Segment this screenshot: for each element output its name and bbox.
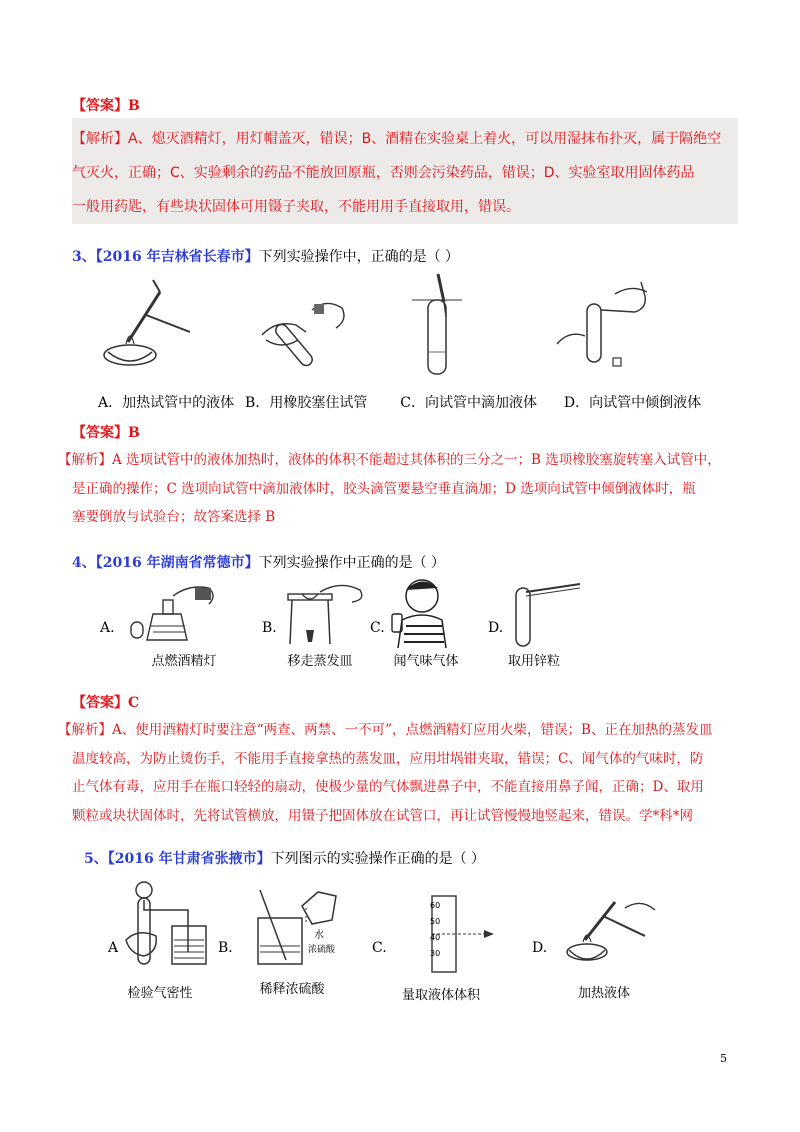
q4-analysis-line-4: 颗粒或块状固体时，先将试管横放，用镊子把固体放在试管口，再让试管慢慢地竖起来，错误。学*科*网 bbox=[72, 807, 693, 824]
q5-caption-c: 量取液体体积 bbox=[401, 988, 480, 1003]
q4-answer: 【答案】C bbox=[72, 695, 140, 711]
q5-caption-d: 加热液体 bbox=[577, 986, 630, 1001]
q5-tick-60: 60 bbox=[430, 901, 441, 910]
q3-options bbox=[98, 392, 701, 412]
q4-analysis-line-3: 止气体有毒，应用手在瓶口轻轻的扇动，使极少量的气体飘进鼻子中，不能直接用鼻子闻，正确；D、取用 bbox=[72, 779, 704, 795]
q3-number: 3、 bbox=[72, 249, 96, 265]
q4-analysis bbox=[58, 716, 712, 830]
q2-analysis-block bbox=[72, 118, 738, 224]
q3-analysis-line-3: 塞要倒放与试验台；故答案选择 B bbox=[72, 509, 276, 525]
q4-caption-a: 点燃酒精灯 bbox=[151, 654, 217, 669]
q4-analysis-line-2: 温度较高，为防止烫伤手，不能用手直接拿热的蒸发皿，应用坩埚钳夹取，错误；C、闻气体的气味时，防 bbox=[72, 750, 704, 767]
q5-letter-d: D. bbox=[532, 940, 548, 956]
q3-analysis bbox=[58, 446, 721, 532]
q5-caption-b: 稀释浓硫酸 bbox=[259, 982, 325, 997]
q2-analysis-line-1: 【解析】A、熄灭酒精灯，用灯帽盖灭，错误；B、酒精在实验桌上着火，可以用湿抹布扑灭，属于隔绝空 bbox=[72, 131, 722, 147]
q2-analysis-line-2: 气灭火，正确；C、实验剩余的药品不能放回原瓶，否则会污染药品，错误；D、实验室取用固体药品 bbox=[72, 165, 695, 181]
q2-answer: 【答案】B bbox=[72, 98, 140, 114]
q5-tick-40: 40 bbox=[430, 933, 441, 942]
q4-figure-a-lamp bbox=[125, 578, 235, 658]
q3-figure-d-pouring bbox=[555, 274, 665, 374]
q3-analysis-line-2: 是正确的操作；C 选项向试管中滴加液体时，胶头滴管要悬空垂直滴加；D 选项向试管中倾倒液体时，瓶 bbox=[72, 480, 696, 497]
q5-label-acid: 浓硫酸 bbox=[308, 945, 336, 955]
q4-source: 【2016 年湖南省常德市】 bbox=[95, 555, 259, 571]
q5-figure-c-cylinder bbox=[418, 894, 498, 974]
q4-caption-b: 移走蒸发皿 bbox=[287, 654, 353, 669]
q4-figure-b-evaporating-dish bbox=[280, 580, 380, 650]
q3-heading bbox=[72, 246, 459, 266]
q5-figure-a-airtightness bbox=[124, 880, 214, 970]
q5-caption-a: 检验气密性 bbox=[127, 986, 193, 1001]
q5-figure-d-heating-liquid bbox=[565, 888, 665, 972]
q4-analysis-line-1: 【解析】A、使用酒精灯时要注意“两查、两禁、一不可”，点燃酒精灯应用火柴，错误；B、正在加热的蒸发皿 bbox=[58, 722, 713, 738]
q5-label-water: 水 bbox=[314, 930, 324, 941]
q4-stem: 下列实验操作中正确的是（ ） bbox=[258, 555, 446, 571]
q4-figure-d-zinc bbox=[508, 578, 588, 648]
page-number: 5 bbox=[720, 1052, 727, 1065]
q3-analysis-line-1: 【解析】A 选项试管中的液体加热时，液体的体积不能超过其体积的三分之一；B 选项橡胶塞旋转塞入试管中， bbox=[58, 452, 721, 468]
q4-figure-c-smelling bbox=[384, 572, 464, 650]
q4-heading bbox=[72, 552, 445, 572]
q5-source: 【2016 年甘肃省张掖市】 bbox=[107, 851, 271, 867]
q5-number: 5、 bbox=[84, 851, 108, 867]
q3-figure-b-stopper bbox=[256, 280, 356, 370]
q3-figure-c-dropper bbox=[402, 272, 472, 377]
q4-number: 4、 bbox=[72, 555, 96, 571]
q4-letter-a: A. bbox=[100, 620, 115, 636]
q3-option-a: A．加热试管中的液体 bbox=[98, 395, 235, 411]
q3-figure-a-heating-liquid bbox=[98, 270, 208, 380]
q5-letter-b: B. bbox=[218, 940, 233, 956]
q5-letter-c: C. bbox=[372, 940, 387, 956]
q3-option-d: D．向试管中倾倒液体 bbox=[563, 395, 702, 411]
q3-option-c: C．向试管中滴加液体 bbox=[400, 395, 537, 411]
q4-caption-c: 闻气味气体 bbox=[393, 654, 459, 669]
q4-letter-c: C. bbox=[370, 620, 385, 636]
q3-answer: 【答案】B bbox=[72, 425, 140, 441]
q3-source: 【2016 年吉林省长春市】 bbox=[95, 249, 259, 265]
q5-tick-50: 50 bbox=[430, 917, 441, 926]
q2-analysis-line-3: 一般用药匙，有些块状固体可用镊子夹取，不能用用手直接取用，错误。 bbox=[72, 199, 520, 215]
q4-caption-d: 取用锌粒 bbox=[507, 654, 560, 669]
q5-tick-30: 30 bbox=[430, 949, 441, 958]
q3-option-b: B．用橡胶塞住试管 bbox=[245, 395, 368, 411]
q5-heading bbox=[84, 848, 485, 868]
q3-stem: 下列实验操作中，正确的是（ ） bbox=[258, 249, 460, 265]
q4-letter-d: D. bbox=[488, 620, 504, 636]
q5-letter-a: A bbox=[108, 940, 119, 956]
q5-stem: 下列图示的实验操作正确的是（ ） bbox=[270, 851, 486, 867]
q5-figure-b-dilute-acid bbox=[252, 888, 352, 972]
q4-letter-b: B. bbox=[262, 620, 277, 636]
